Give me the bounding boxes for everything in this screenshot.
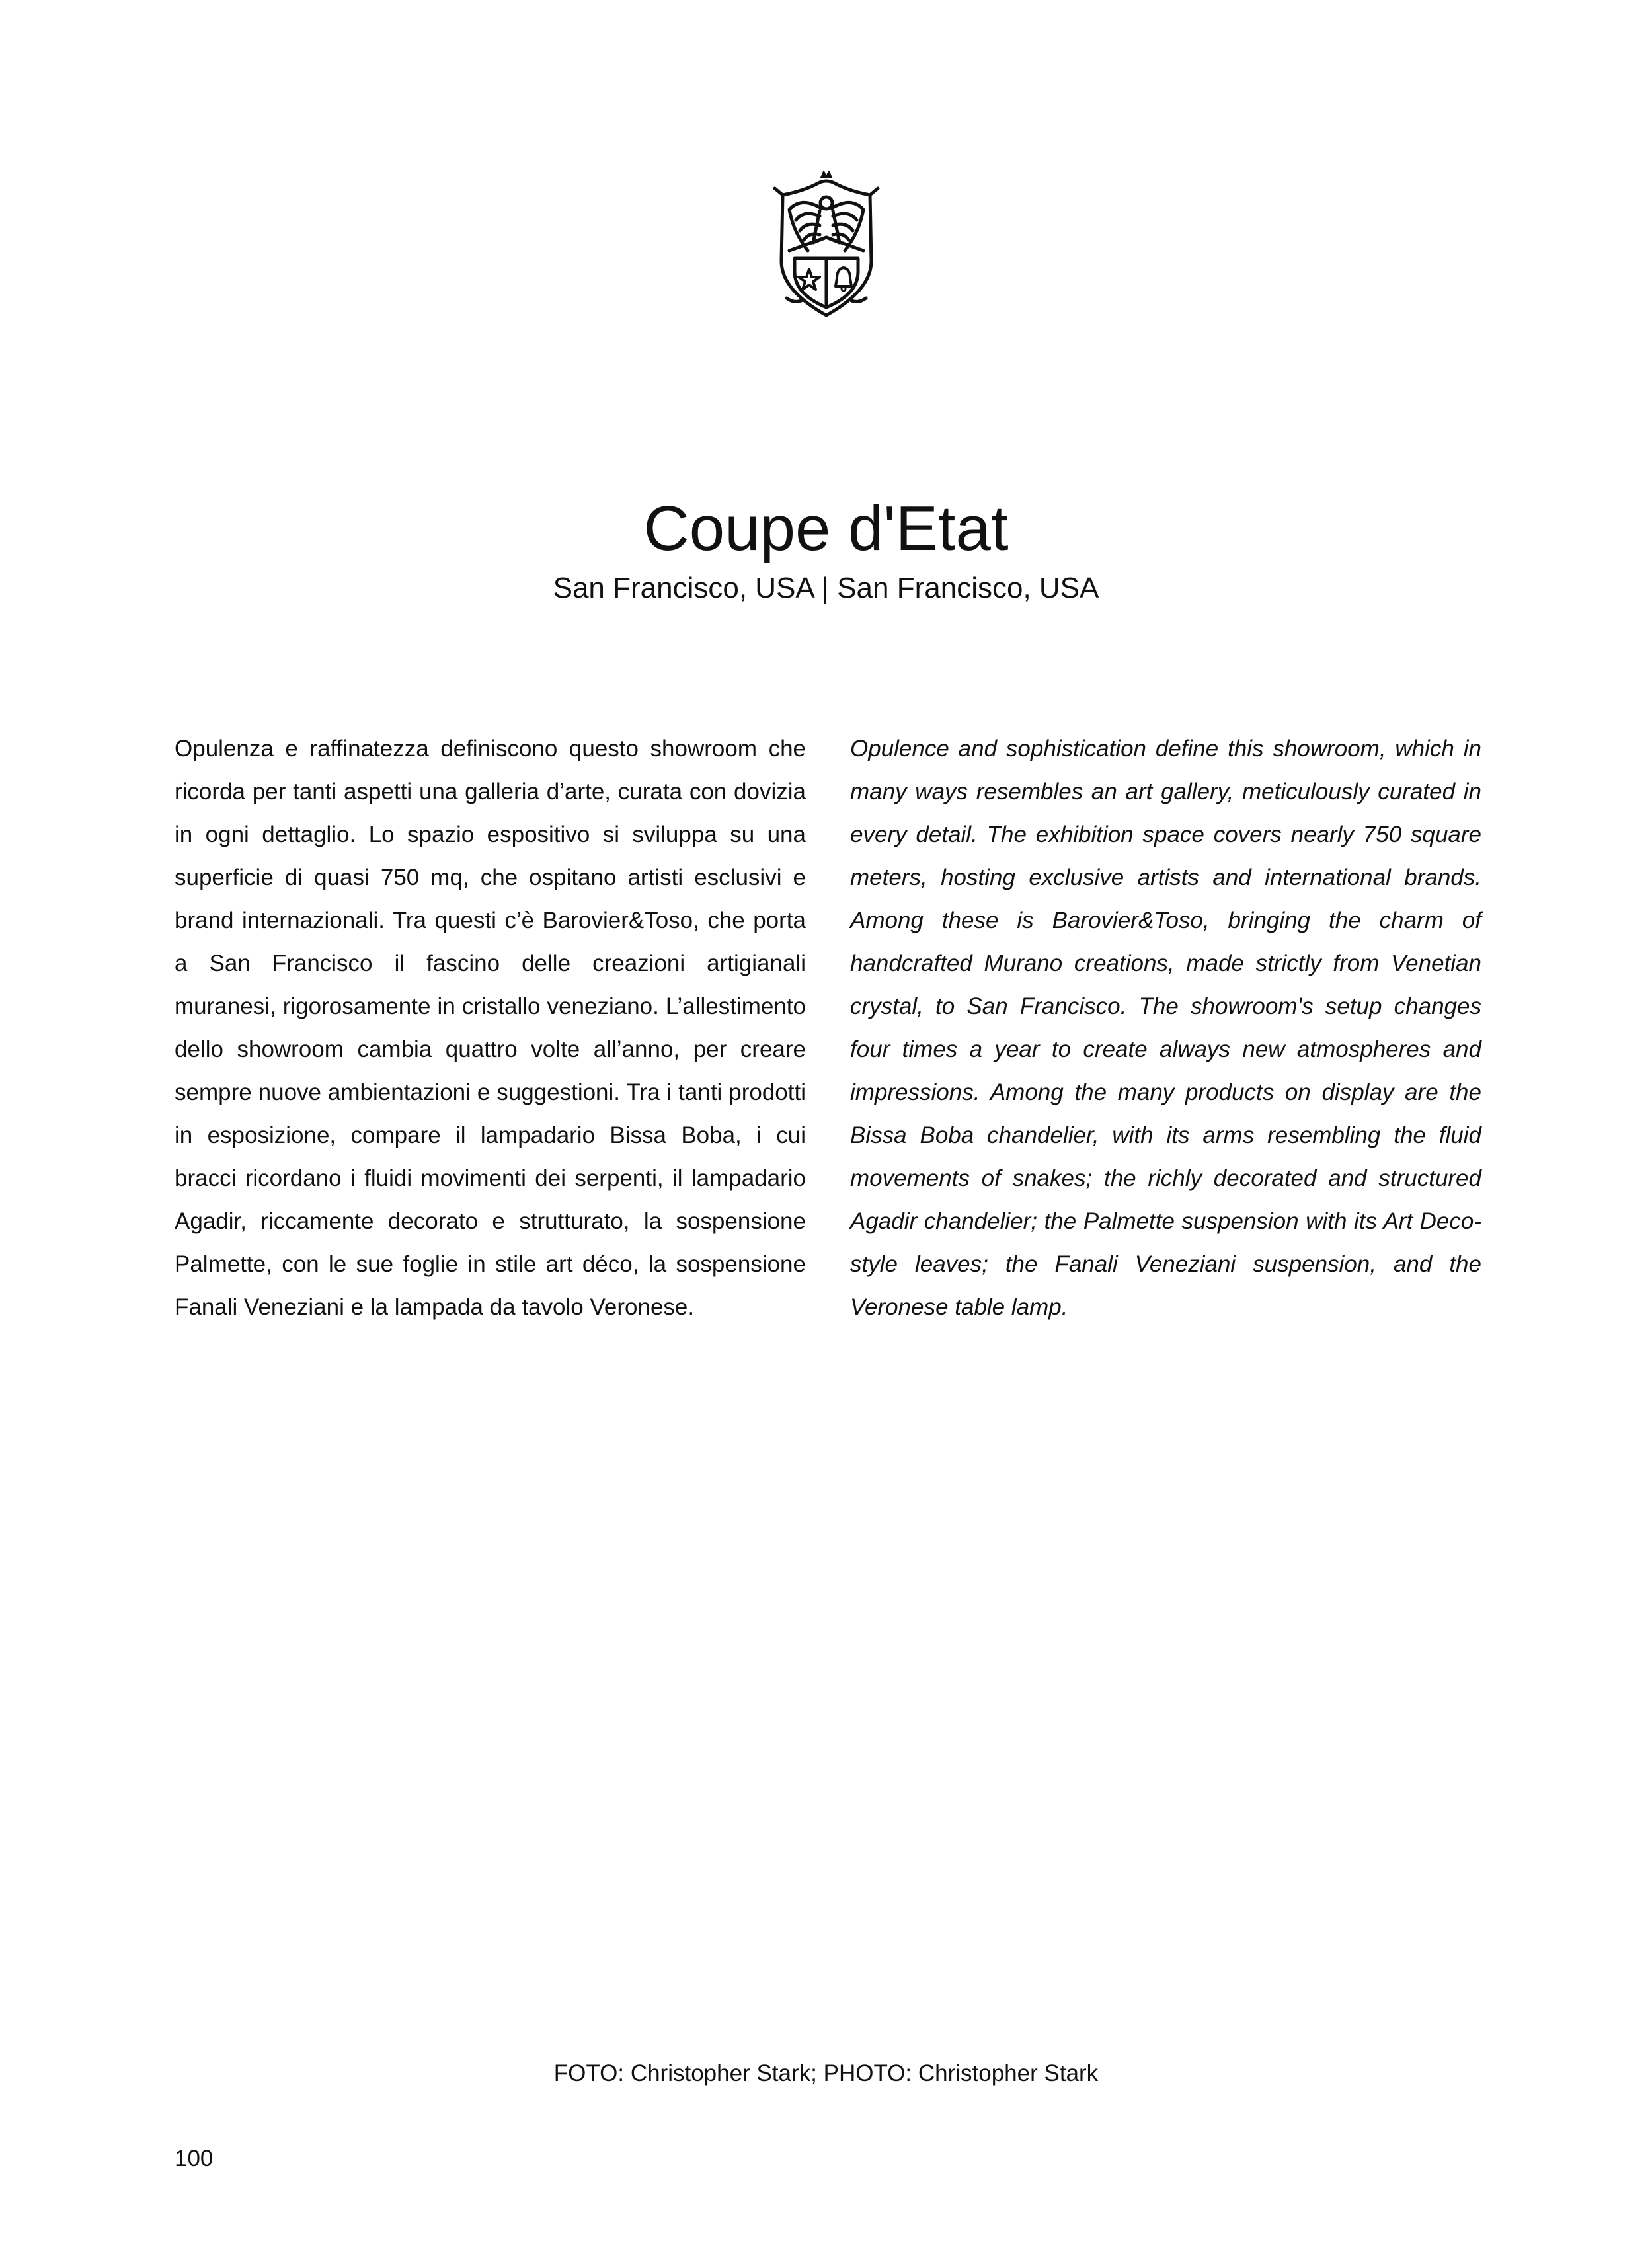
photo-credit: FOTO: Christopher Stark; PHOTO: Christopher Stark [553, 2060, 1099, 2086]
body-text-italian: Opulenza e raffinatezza definiscono questo showroom che ricorda per tanti aspetti una galleria d’arte, curata con dovizia in ogni dettaglio. Lo spazio espositivo si sviluppa su una superficie di quasi 750 mq, che ospitano artisti esclusivi e brand internazionali. Tra questi c’è Barovier&Toso, che porta a San Francisco il fascino delle creazioni artigianali muranesi, rigorosamente in cristallo veneziano. L’allestimento dello showroom cambia quattro volte all’anno, per creare sempre nuove ambientazioni e suggestioni. Tra i tanti prodotti in esposizione, compare il lampadario Bissa Boba, i cui bracci ricordano i fluidi movimenti dei serpenti, il lampadario Agadir, riccamente decorato e strutturato, la sospensione Palmette, con le sue foglie in stile art déco, la sospensione Fanali Veneziani e la lampada da tavolo Veronese. [175, 736, 806, 1320]
body-text-english: Opulence and sophistication define this showroom, which in many ways resembles an art gallery, meticulously curated in every detail. The exhibition space covers nearly 750 square meters, hosting exclusive artists and international brands. Among these is Barovier&Toso, bringing the charm of handcrafted Murano creations, made strictly from Venetian crystal, to San Francisco. The showroom's setup changes four times a year to create always new atmospheres and impressions. Among the many products on display are the Bissa Boba chandelier, with its arms resembling the fluid movements of snakes; the richly decorated and structured Agadir chandelier; the Palmette suspension with its Art Deco-style leaves; the Fanali Veneziani suspension, and the Veronese table lamp. [850, 736, 1481, 1320]
crest-logo [767, 169, 886, 321]
coat-of-arms-icon [767, 169, 886, 321]
page-number: 100 [175, 2146, 214, 2171]
page-title: Coupe d'Etat [643, 493, 1009, 564]
page-subtitle: San Francisco, USA | San Francisco, USA [553, 572, 1099, 604]
